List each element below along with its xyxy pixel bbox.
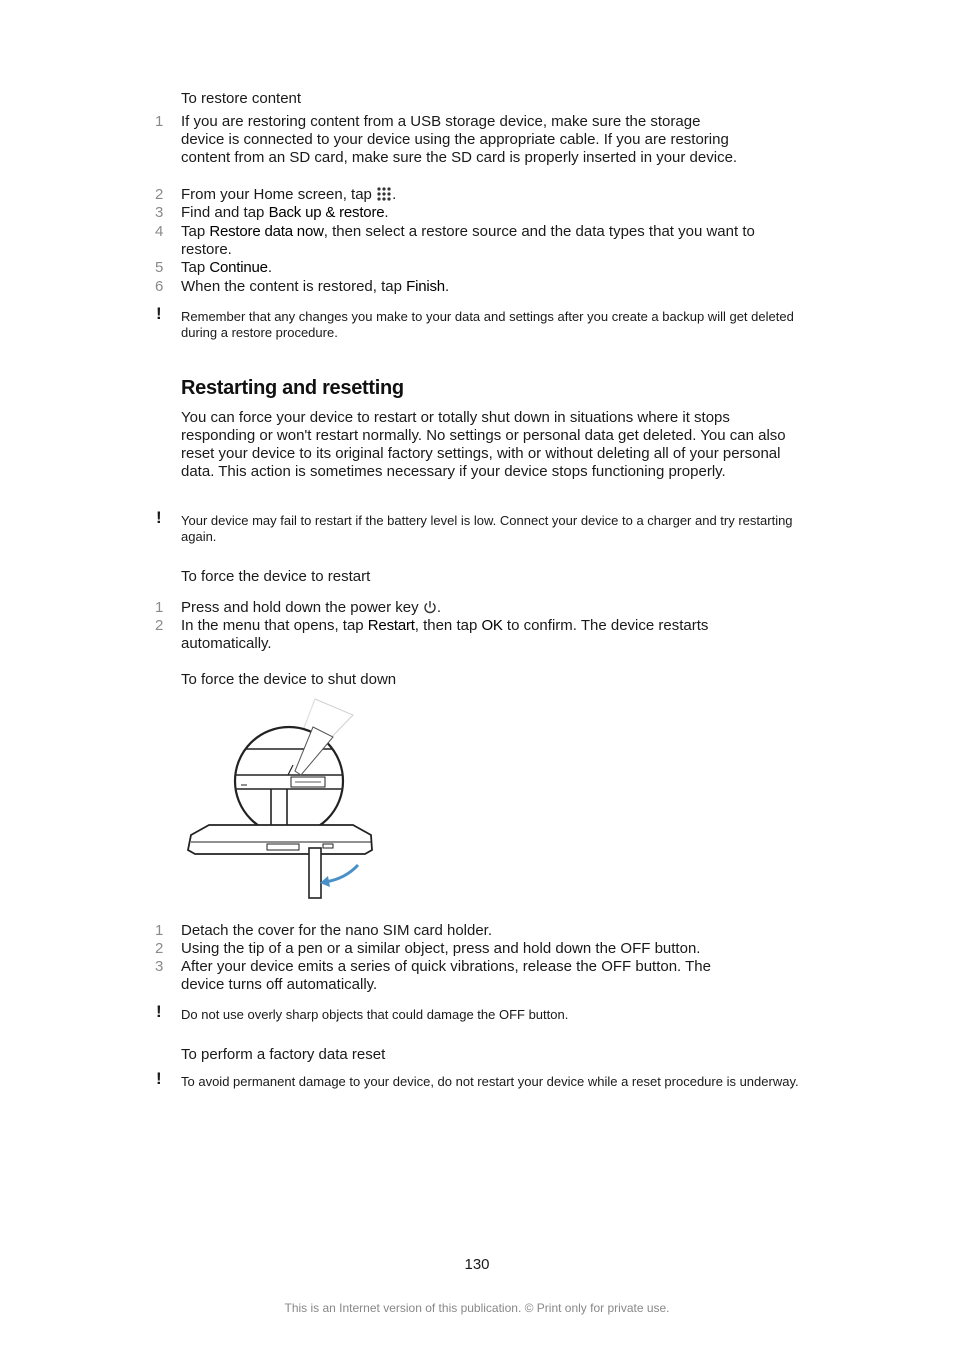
ui-label-restart: Restart (367, 617, 415, 634)
shutdown-note: Do not use overly sharp objects that could damage the OFF button. (181, 1007, 569, 1022)
shutdown-step-1: Detach the cover for the nano SIM card holder. (181, 922, 493, 939)
step-text: . (384, 204, 389, 221)
shutdown-step-3: After your device emits a series of quick vibrations, release the OFF button. The device turns off automatically. (181, 958, 711, 993)
warning-exclamation-icon: ! (156, 304, 162, 323)
step-text: From your Home screen, tap (181, 186, 377, 203)
shutdown-step-2: Using the tip of a pen or a similar object, press and hold down the OFF button. (181, 940, 701, 957)
step-text: Tap (181, 259, 210, 276)
off-button-illustration (183, 697, 378, 902)
restore-step-5 (181, 259, 761, 277)
page-number: 130 (464, 1256, 490, 1273)
force-restart-title: To force the device to restart (181, 568, 371, 585)
step-number: 6 (155, 278, 164, 295)
step-text: In the menu that opens, tap (181, 617, 368, 634)
warning-exclamation-icon: ! (156, 508, 162, 527)
step-text: Tap (181, 223, 210, 240)
step-number: 4 (155, 223, 164, 240)
step-number: 5 (155, 259, 164, 276)
step-number: 3 (155, 958, 164, 975)
ui-label-restore-data-now: Restore data now (209, 223, 324, 240)
step-number: 1 (155, 922, 164, 939)
restore-step-4 (181, 223, 761, 259)
step-text: Find and tap (181, 204, 269, 221)
step-text: . (392, 186, 397, 203)
restore-title: To restore content (181, 90, 302, 107)
step-number: 1 (155, 599, 164, 616)
step-text: . (267, 259, 272, 276)
restarting-intro: You can force your device to restart or totally shut down in situations where it stops responding or won't restart normally. No settings or personal data get deleted. You can also reset your device to its original factory settings, with or without deleting all of your personal data. This action is sometimes necessary if your device stops functioning properly. (181, 409, 786, 480)
step-text: When the content is restored, tap (181, 278, 407, 295)
step-number: 3 (155, 204, 164, 221)
step-text: to confirm. The device restarts automatically. (181, 617, 709, 652)
warning-exclamation-icon: ! (156, 1069, 162, 1088)
factory-reset-note: To avoid permanent damage to your device, do not restart your device while a reset procedure is underway. (181, 1074, 799, 1089)
warning-exclamation-icon: ! (156, 1002, 162, 1021)
step-text: , then select a restore source and the data types that you want to restore. (181, 223, 755, 258)
step-text: . (436, 599, 441, 616)
step-number: 2 (155, 940, 164, 957)
step-number: 2 (155, 617, 164, 634)
ui-label-continue: Continue (209, 259, 268, 276)
force-restart-step-2 (181, 617, 711, 653)
restore-step-1: If you are restoring content from a USB storage device, make sure the storage device is connected to your device using the appropriate cable. If you are restoring content from an SD card, make sure the SD card is properly inserted in your device. (181, 113, 738, 166)
step-text: Press and hold down the power key (181, 599, 423, 616)
restore-step-3 (181, 204, 761, 222)
restore-note: Remember that any changes you make to your data and settings after you create a backup will get deleted during a restore procedure. (181, 309, 794, 340)
step-number: 2 (155, 186, 164, 203)
step-number: 1 (155, 113, 164, 130)
section-heading: Restarting and resetting (181, 377, 404, 399)
step-text: . (444, 278, 450, 295)
ui-label-ok: OK (481, 617, 503, 634)
ui-label-back-up-restore: Back up & restore (268, 204, 385, 221)
factory-reset-title: To perform a factory data reset (181, 1046, 386, 1063)
shutdown-title: To force the device to shut down (181, 671, 397, 688)
restarting-note: Your device may fail to restart if the battery level is low. Connect your device to a charger and try restarting again. (181, 513, 793, 544)
restore-step-6 (181, 278, 761, 296)
step-text: , then tap (414, 617, 482, 634)
footer-notice: This is an Internet version of this publication. © Print only for private use. (284, 1301, 670, 1315)
ui-label-finish: Finish (406, 278, 445, 295)
